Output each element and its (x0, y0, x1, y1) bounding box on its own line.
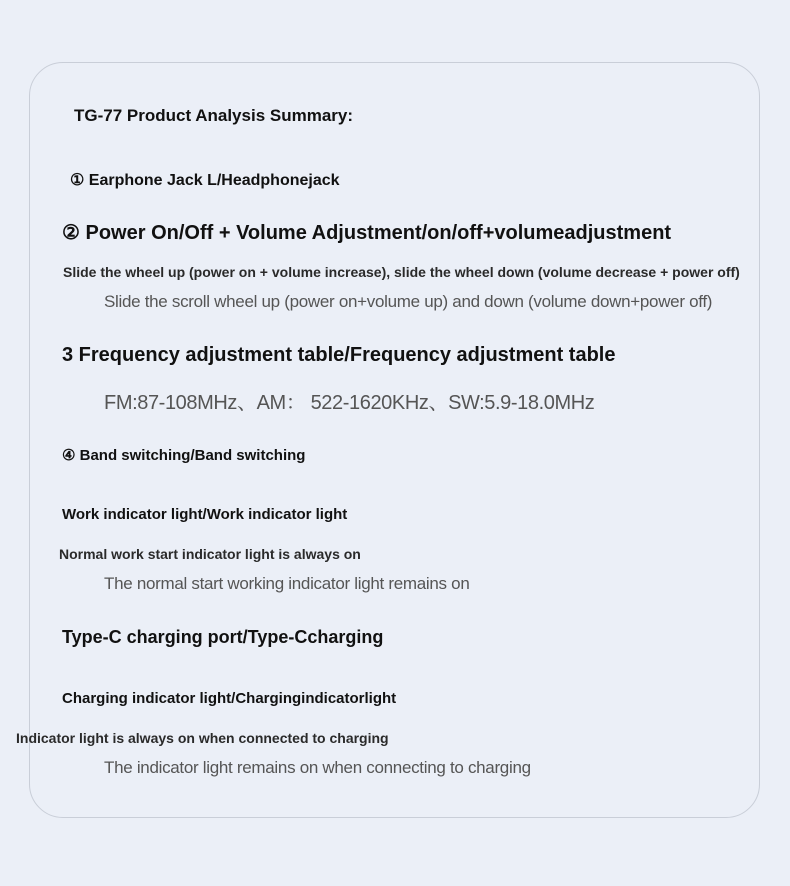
work-indicator-desc-en: The normal start working indicator light remains on (104, 574, 470, 593)
type-c-heading: Type-C charging port/Type-Ccharging (62, 627, 384, 647)
page-title: TG-77 Product Analysis Summary: (74, 106, 354, 125)
band-switching-heading: ④ Band switching/Band switching (62, 447, 306, 464)
charging-indicator-desc-en: The indicator light remains on when connecting to charging (104, 758, 531, 777)
work-indicator-heading: Work indicator light/Work indicator light (62, 506, 348, 523)
charging-indicator-heading: Charging indicator light/Chargingindicatorlight (62, 690, 397, 707)
charging-indicator-desc-cn: Indicator light is always on when connected to charging (16, 730, 389, 746)
work-indicator-desc-cn: Normal work start indicator light is always on (59, 546, 361, 562)
frequency-ranges: FM:87-108MHz、AM： 522-1620KHz、SW:5.9-18.0MHz (104, 392, 595, 414)
power-volume-desc-en: Slide the scroll wheel up (power on+volume up) and down (volume down+power off) (104, 292, 713, 311)
frequency-heading: 3 Frequency adjustment table/Frequency adjustment table (62, 344, 616, 366)
power-volume-desc-cn: Slide the wheel up (power on + volume increase), slide the wheel down (volume decrease + power off) (63, 264, 740, 280)
power-volume-heading: ② Power On/Off + Volume Adjustment/on/off+volumeadjustment (62, 222, 672, 244)
earphone-jack-heading: ① Earphone Jack L/Headphonejack (70, 172, 340, 189)
